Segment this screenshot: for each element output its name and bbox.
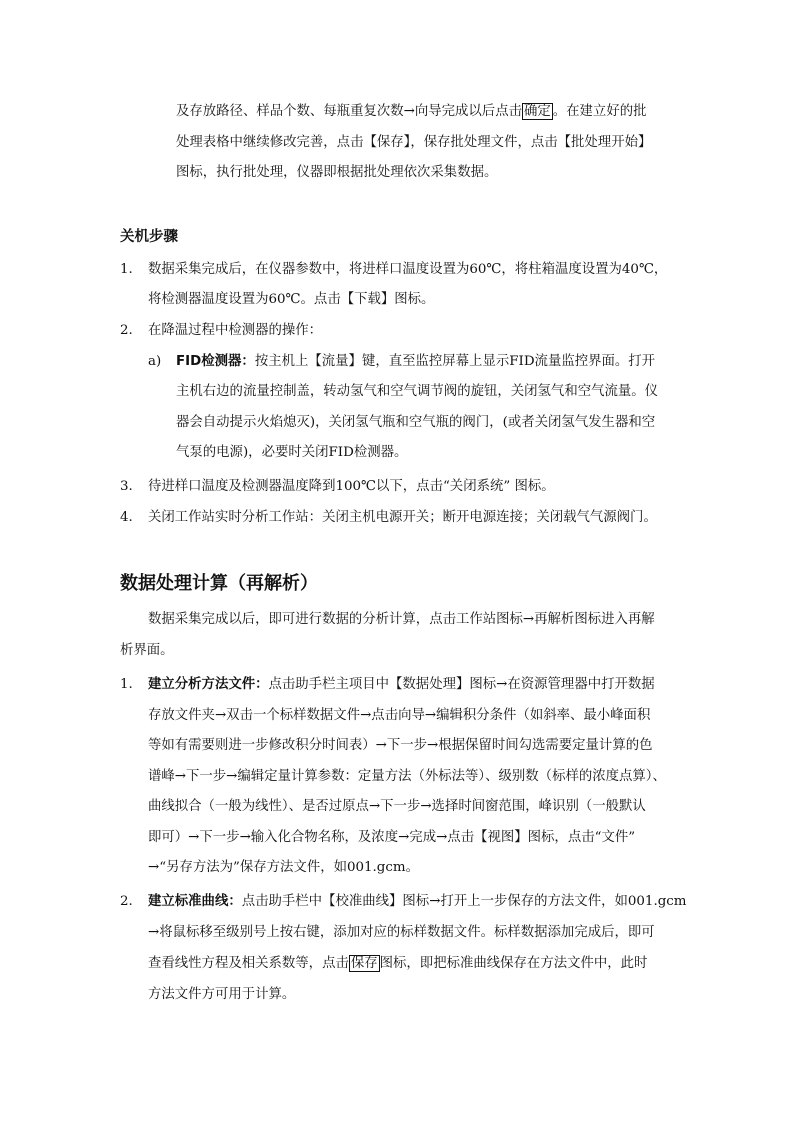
shutdown-heading: 关机步骤 <box>120 229 178 245</box>
sub-item-a-line-4: 气泵的电源)，必要时关闭FID检测器。 <box>176 445 408 460</box>
sub-item-a-label: a) <box>148 354 162 369</box>
processing-item-1-line-1: 建立分析方法文件：点击助手栏主项目中【数据处理】图标→在资源管理器中打开数据 <box>148 677 655 692</box>
processing-item-1-line-6: 即可）→下一步→输入化合物名称，及浓度→完成→点击【视图】图标，点击“文件” <box>148 830 636 845</box>
processing-item-2-number: 2. <box>120 894 133 909</box>
sub-item-a-line-3: 器会自动提示火焰熄灭)，关闭氢气瓶和空气瓶的阀门，(或者关闭氢气发生器和空 <box>176 415 656 430</box>
processing-item-1-line-2: 存放文件夹→双击一个标样数据文件→点击向导→编辑积分条件（如斜率、最小峰面积 <box>148 708 651 723</box>
fid-detector-label: FID检测器： <box>176 354 255 369</box>
intro-line-3: 图标，执行批处理，仪器即根据批处理依次采集数据。 <box>176 165 498 180</box>
processing-para-line-2: 析界面。 <box>120 643 174 658</box>
shutdown-item-1-line-2: 将检测器温度设置为60℃。点击【下载】图标。 <box>148 292 435 307</box>
processing-item-1-line-5: 曲线拟合（一般为线性）、是否过原点→下一步→选择时间窗范围，峰识别（一般默认 <box>148 799 646 814</box>
shutdown-item-3-line-1: 待进样口温度及检测器温度降到100℃以下，点击“关闭系统” 图标。 <box>148 479 555 494</box>
processing-item-1-line-3: 等如有需要则进一步修改积分时间表）→下一步→根据保留时间勾选需要定量计算的色 <box>148 738 653 753</box>
processing-item-1-number: 1. <box>120 677 133 692</box>
shutdown-item-3-number: 3. <box>120 479 133 494</box>
shutdown-item-4-line-1: 关闭工作站实时分析工作站：关闭主机电源开关；断开电源连接；关闭载气气源阀门。 <box>148 510 657 525</box>
standard-curve-label: 建立标准曲线： <box>148 894 242 909</box>
processing-para-line-1: 数据采集完成以后，即可进行数据的分析计算，点击工作站图标→再解析图标进入再解 <box>148 612 655 627</box>
save-button-ref: 保存 <box>350 956 378 971</box>
shutdown-item-1-number: 1. <box>120 262 133 277</box>
confirm-button-ref: 确定 <box>523 104 551 119</box>
processing-item-1-line-7: →“另存方法为”保存方法文件，如001.gcm。 <box>148 860 419 875</box>
shutdown-item-1-line-1: 数据采集完成后，在仪器参数中，将进样口温度设置为60℃，将柱箱温度设置为40℃， <box>148 262 668 277</box>
sub-item-a-line-1: FID检测器：按主机上【流量】键，直至监控屏幕上显示FID流量监控界面。打开 <box>176 354 656 369</box>
method-file-label: 建立分析方法文件： <box>148 677 269 692</box>
sub-item-a-line-2: 主机右边的流量控制盖，转动氢气和空气调节阀的旋钮，关闭氢气和空气流量。仪 <box>176 384 659 399</box>
shutdown-item-2-number: 2. <box>120 323 133 338</box>
processing-item-2-line-4: 方法文件方可用于计算。 <box>148 987 296 1002</box>
processing-heading: 数据处理计算（再解析） <box>120 573 318 594</box>
processing-item-2-line-2: →将鼠标移至级别号上按右键，添加对应的标样数据文件。标样数据添加完成后，即可 <box>148 925 655 940</box>
intro-line-2: 处理表格中继续修改完善，点击【保存】，保存批处理文件，点击【批处理开始】 <box>176 135 652 150</box>
shutdown-item-4-number: 4. <box>120 510 133 525</box>
processing-item-1-line-4: 谱峰→下一步→编辑定量计算参数：定量方法（外标法等）、级别数（标样的浓度点算）、 <box>148 769 666 784</box>
intro-line-1: 及存放路径、样品个数、每瓶重复次数→向导完成以后点击 确定 。在建立好的批 <box>176 104 647 119</box>
processing-item-2-line-1: 建立标准曲线：点击助手栏中【校准曲线】图标→打开上一步保存的方法文件，如001.gcm <box>148 894 687 909</box>
shutdown-item-2-line-1: 在降温过程中检测器的操作： <box>148 323 323 338</box>
processing-item-2-line-3: 查看线性方程及相关系数等，点击 保存 图标，即把标准曲线保存在方法文件中，此时 <box>148 956 648 971</box>
